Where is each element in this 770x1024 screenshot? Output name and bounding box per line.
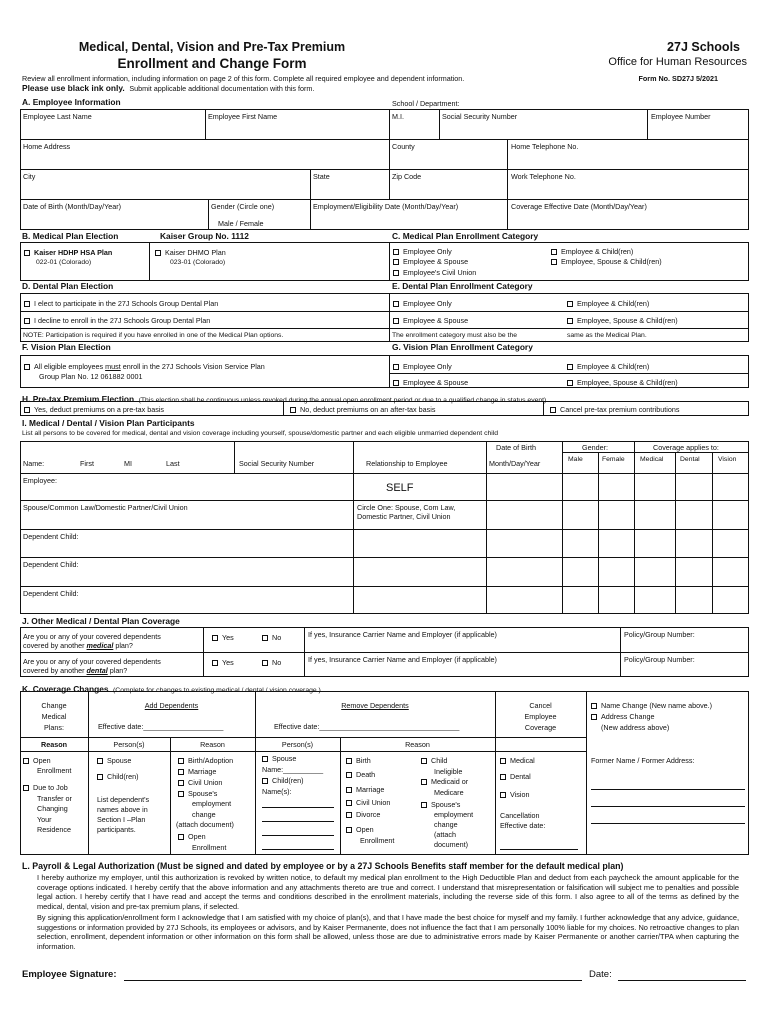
form-number: Form No. SD27J 5/2021 xyxy=(638,74,718,83)
c-civil-union[interactable]: Employee's Civil Union xyxy=(393,268,476,277)
checkbox-icon[interactable] xyxy=(393,380,399,386)
k-r-medicare-label: Medicare xyxy=(434,788,464,797)
checkbox-icon[interactable] xyxy=(421,779,427,785)
work-phone-field[interactable]: Work Telephone No. xyxy=(511,172,576,181)
dhmo-code: 023-01 (Colorado) xyxy=(170,259,226,266)
checkbox-icon[interactable] xyxy=(24,364,30,370)
k-cancel-dental[interactable]: Dental xyxy=(500,772,531,781)
section-a-title: A. Employee Information xyxy=(22,97,121,107)
k-list-1: List dependent's xyxy=(97,795,150,804)
k-r-civil-union[interactable]: Civil Union xyxy=(346,798,390,807)
signature-line[interactable] xyxy=(124,980,582,981)
eligibility-date-field[interactable]: Employment/Eligibility Date (Month/Day/Year) xyxy=(313,202,459,211)
k-list-3: Section I –Plan xyxy=(97,815,146,824)
k-change-label: change xyxy=(192,810,216,819)
section-l-title: L. Payroll & Legal Authorization (Must be signed and dated by employee or by a 27J Schools Benefits staff member for the default medical plan) xyxy=(22,861,624,871)
k-add-dependents: Add Dependents xyxy=(144,701,199,710)
g-employee-children[interactable]: Employee & Child(ren) xyxy=(567,362,649,371)
checkbox-icon[interactable] xyxy=(97,758,103,764)
k-change-2: Medical xyxy=(41,712,67,721)
k-civil-union[interactable]: Civil Union xyxy=(178,778,222,787)
dental-note: NOTE: Participation is required if you have enrolled in one of the Medical Plan options. xyxy=(23,332,284,339)
k-r-spouse-employment[interactable]: Spouse's xyxy=(421,800,460,809)
checkbox-icon[interactable] xyxy=(178,834,184,840)
col-female: Female xyxy=(602,456,625,463)
k-r-birth[interactable]: Birth xyxy=(346,756,371,765)
col-name: Name: xyxy=(23,459,45,468)
checkbox-icon[interactable] xyxy=(393,270,399,276)
k-enrollment-label: Enrollment xyxy=(37,766,72,775)
checkbox-icon[interactable] xyxy=(346,772,352,778)
k-list-4: participants. xyxy=(97,825,136,834)
school-dept-label: School / Department: xyxy=(392,99,460,108)
checkbox-icon[interactable] xyxy=(551,249,557,255)
col-relationship: Relationship to Employee xyxy=(366,459,448,468)
j-q2-yes[interactable]: Yes xyxy=(212,658,234,667)
section-h-title: H. Pre-tax Premium Election (This election shall be continuous unless revoked during the annual open enrollment period or due to a qualified change in status event) xyxy=(22,394,547,404)
date-line[interactable] xyxy=(618,980,746,981)
checkbox-icon[interactable] xyxy=(23,785,29,791)
k-your-label: Your xyxy=(37,815,52,824)
k-r-enrollment-label: Enrollment xyxy=(360,836,395,845)
date-label: Date: xyxy=(589,969,612,980)
k-r-medicaid[interactable]: Medicaid or xyxy=(421,777,468,786)
checkbox-icon[interactable] xyxy=(346,812,352,818)
checkbox-icon[interactable] xyxy=(178,758,184,764)
checkbox-icon[interactable] xyxy=(23,758,29,764)
checkbox-icon[interactable] xyxy=(262,635,268,641)
section-e-title: E. Dental Plan Enrollment Category xyxy=(392,281,533,291)
pretax-no[interactable]: No, deduct premiums on an after-tax basis xyxy=(290,405,435,414)
c-employee-only[interactable]: Employee Only xyxy=(393,247,452,256)
checkbox-icon[interactable] xyxy=(500,774,506,780)
form-title-line1: Medical, Dental, Vision and Pre-Tax Premium xyxy=(78,40,346,54)
circle-one-1[interactable]: Circle One: Spouse, Com Law, xyxy=(357,503,456,512)
row-employee: Employee: xyxy=(23,476,57,485)
k-former-name-label: Former Name / Former Address: xyxy=(591,756,695,765)
checkbox-icon[interactable] xyxy=(551,259,557,265)
j-q1-yes[interactable]: Yes xyxy=(212,633,234,642)
authorization-paragraph-1: I hereby authorize my employer, until this authorization is revoked by written notice, to default my medical plan enrollment to the High Deductible Plan and deduct from each paycheck the amount applicable for the coverage options indicated. I hereby certify that the above information and any attachments thereto are true and correct. I understand that misrepresentation or falsification will subject me to penalties and possible legal action. I hereby certify that I have read and accept the terms and conditions described in the enrollment materials, including the reverse side of this form. I also agree to all of the terms as defined by the medical, dental, vision and pre-tax premium plans, if selected. xyxy=(37,873,739,911)
k-change-3: Plans: xyxy=(44,723,64,732)
k-r-marriage[interactable]: Marriage xyxy=(346,785,384,794)
k-address-change[interactable]: Address Change xyxy=(591,712,655,721)
city-field[interactable]: City xyxy=(23,172,36,181)
k-remove-names: Name(s): xyxy=(262,787,292,796)
vision-group-number: Group Plan No. 12 061882 0001 xyxy=(39,372,143,381)
k-add-enrollment-label: Enrollment xyxy=(192,843,227,852)
home-address-field[interactable]: Home Address xyxy=(23,142,71,151)
checkbox-icon[interactable] xyxy=(346,787,352,793)
checkbox-icon[interactable] xyxy=(550,407,556,413)
dhmo-option[interactable]: Kaiser DHMO Plan xyxy=(155,248,226,257)
dept-name: Office for Human Resources xyxy=(608,56,747,68)
j-q2-policy[interactable]: Policy/Group Number: xyxy=(624,655,695,664)
col-first: First xyxy=(80,459,94,468)
section-k-title: K. Coverage Changes (Complete for changes to existing medical / dental / vision coverage.) xyxy=(22,684,321,694)
k-reason-header-1: Reason xyxy=(200,740,225,749)
k-list-2: names above in xyxy=(97,805,148,814)
col-gender: Gender: xyxy=(582,443,608,452)
checkbox-icon[interactable] xyxy=(500,792,506,798)
checkbox-icon[interactable] xyxy=(24,407,30,413)
state-field[interactable]: State xyxy=(313,172,330,181)
k-cancellation-date: Effective date: xyxy=(500,821,546,830)
checkbox-icon[interactable] xyxy=(421,802,427,808)
j-q2-no[interactable]: No xyxy=(262,658,281,667)
review-note: Review all enrollment information, including information on page 2 of this form. Complete all required employee and dependent information. xyxy=(22,74,465,83)
c-employee-spouse[interactable]: Employee & Spouse xyxy=(393,257,468,266)
k-attach-label: (attach document) xyxy=(176,820,234,829)
j-q2-carrier[interactable]: If yes, Insurance Carrier Name and Employer (if applicable) xyxy=(308,655,497,664)
checkbox-icon[interactable] xyxy=(346,827,352,833)
j-q1-carrier[interactable]: If yes, Insurance Carrier Name and Employer (if applicable) xyxy=(308,630,497,639)
k-open-enrollment[interactable]: Open xyxy=(23,756,51,765)
section-j-title: J. Other Medical / Dental Plan Coverage xyxy=(22,616,180,626)
k-name-change[interactable]: Name Change (New name above.) xyxy=(591,701,712,710)
employee-number-field[interactable]: Employee Number xyxy=(651,112,711,121)
dental-decline[interactable]: I decline to enroll in the 27J Schools Group Dental Plan xyxy=(24,316,210,325)
section-i-sub: List all persons to be covered for medical, dental and vision coverage including yourself, spouse/domestic partner and each eligible unmarried dependent child xyxy=(22,430,499,437)
checkbox-icon[interactable] xyxy=(178,780,184,786)
k-reason-header: Reason xyxy=(41,740,67,749)
k-remove-spouse[interactable]: Spouse xyxy=(262,754,296,763)
gender-options[interactable]: Male / Female xyxy=(218,219,264,228)
k-add-children[interactable]: Child(ren) xyxy=(97,772,139,781)
k-r-divorce[interactable]: Divorce xyxy=(346,810,380,819)
checkbox-icon[interactable] xyxy=(24,250,30,256)
k-remove-effective[interactable]: Effective date:___________________________________ xyxy=(274,722,460,731)
col-male: Male xyxy=(568,456,583,463)
checkbox-icon[interactable] xyxy=(346,758,352,764)
k-r-document-label: document) xyxy=(434,840,468,849)
k-cancellation-label: Cancellation xyxy=(500,811,540,820)
k-spouse-employment[interactable]: Spouse's xyxy=(178,789,217,798)
section-i-title: I. Medical / Dental / Vision Plan Participants xyxy=(22,418,195,428)
ink-note: Please use black ink only. Submit applicable additional documentation with this form. xyxy=(22,83,315,93)
k-employment-label: employment xyxy=(192,799,232,808)
gender-label: Gender (Circle one) xyxy=(211,202,275,211)
k-cancel-3: Coverage xyxy=(524,723,557,732)
checkbox-icon[interactable] xyxy=(262,756,268,762)
checkbox-icon[interactable] xyxy=(567,318,573,324)
k-r-attach-label: (attach xyxy=(434,830,456,839)
county-field[interactable]: County xyxy=(392,142,415,151)
k-r-change-label: change xyxy=(434,820,458,829)
row-dependent-1: Dependent Child: xyxy=(23,532,79,541)
checkbox-icon[interactable] xyxy=(178,791,184,797)
col-coverage: Coverage applies to: xyxy=(653,443,719,452)
k-add-effective[interactable]: Effective date:____________________ xyxy=(98,722,224,731)
section-d-title: D. Dental Plan Election xyxy=(22,281,114,291)
k-residence-label: Residence xyxy=(37,825,71,834)
col-dental: Dental xyxy=(680,456,700,463)
j-q2-line1: Are you or any of your covered dependents xyxy=(23,657,161,666)
checkbox-icon[interactable] xyxy=(290,407,296,413)
hdhp-option[interactable]: Kaiser HDHP HSA Plan xyxy=(24,248,112,257)
col-mi: MI xyxy=(124,459,132,468)
section-c-title: C. Medical Plan Enrollment Category xyxy=(392,231,539,241)
ssn-field[interactable]: Social Security Number xyxy=(442,112,518,121)
col-vision: Vision xyxy=(718,456,737,463)
pretax-yes[interactable]: Yes, deduct premiums on a pre-tax basis xyxy=(24,405,164,414)
j-q1-line2: covered by another medical plan? xyxy=(23,641,133,650)
j-q1-policy[interactable]: Policy/Group Number: xyxy=(624,630,695,639)
checkbox-icon[interactable] xyxy=(178,769,184,775)
k-remove-dependents: Remove Dependents xyxy=(341,701,409,710)
section-b-title: B. Medical Plan Election xyxy=(22,231,119,241)
zip-field[interactable]: Zip Code xyxy=(392,172,422,181)
coverage-date-field[interactable]: Coverage Effective Date (Month/Day/Year) xyxy=(511,202,647,211)
k-r-death[interactable]: Death xyxy=(346,770,375,779)
col-dob-1: Date of Birth xyxy=(496,443,536,452)
e-employee-only[interactable]: Employee Only xyxy=(393,299,452,308)
col-last: Last xyxy=(166,459,180,468)
row-dependent-3: Dependent Child: xyxy=(23,589,79,598)
e-employee-spouse[interactable]: Employee & Spouse xyxy=(393,316,468,325)
e-note-2: same as the Medical Plan. xyxy=(567,332,647,339)
col-medical: Medical xyxy=(640,456,664,463)
pretax-cancel[interactable]: Cancel pre-tax premium contributions xyxy=(550,405,679,414)
checkbox-icon[interactable] xyxy=(567,301,573,307)
checkbox-icon[interactable] xyxy=(421,758,427,764)
k-reason-header-2: Reason xyxy=(405,740,430,749)
checkbox-icon[interactable] xyxy=(97,774,103,780)
k-remove-spouse-name[interactable]: Name:__________ xyxy=(262,765,324,774)
signature-label: Employee Signature: xyxy=(22,969,117,980)
e-employee-spouse-children[interactable]: Employee, Spouse & Child(ren) xyxy=(567,316,678,325)
checkbox-icon[interactable] xyxy=(262,660,268,666)
checkbox-icon[interactable] xyxy=(24,301,30,307)
e-note-1: The enrollment category must also be the xyxy=(392,332,518,339)
k-cancel-1: Cancel xyxy=(529,701,552,710)
k-add-open-enrollment[interactable]: Open xyxy=(178,832,206,841)
kaiser-group: Kaiser Group No. 1112 xyxy=(160,231,249,241)
self-label: SELF xyxy=(386,482,414,494)
checkbox-icon[interactable] xyxy=(567,364,573,370)
k-r-open-enrollment[interactable]: Open xyxy=(346,825,374,834)
k-change-1: Change xyxy=(41,701,67,710)
checkbox-icon[interactable] xyxy=(567,380,573,386)
k-persons-header-2: Person(s) xyxy=(281,740,314,749)
section-g-title: G. Vision Plan Enrollment Category xyxy=(392,342,533,352)
k-cancel-vision[interactable]: Vision xyxy=(500,790,529,799)
checkbox-icon[interactable] xyxy=(393,318,399,324)
k-new-address: (New address above) xyxy=(601,723,670,732)
org-name: 27J Schools xyxy=(667,40,740,54)
j-q1-line1: Are you or any of your covered dependents xyxy=(23,632,161,641)
k-transfer-label: Transfer or xyxy=(37,794,72,803)
g-employee-only[interactable]: Employee Only xyxy=(393,362,452,371)
row-spouse: Spouse/Common Law/Domestic Partner/Civil Union xyxy=(23,503,188,512)
k-job-transfer[interactable]: Due to Job xyxy=(23,783,68,792)
e-employee-children[interactable]: Employee & Child(ren) xyxy=(567,299,649,308)
col-ssn: Social Security Number xyxy=(239,459,315,468)
checkbox-icon[interactable] xyxy=(212,660,218,666)
k-persons-header-1: Person(s) xyxy=(113,740,145,749)
mi-field[interactable]: M.I. xyxy=(392,112,404,121)
circle-one-2[interactable]: Domestic Partner, Civil Union xyxy=(357,512,451,521)
home-phone-field[interactable]: Home Telephone No. xyxy=(511,142,579,151)
g-employee-spouse[interactable]: Employee & Spouse xyxy=(393,378,468,387)
k-changing-label: Changing xyxy=(37,804,68,813)
k-remove-children[interactable]: Child(ren) xyxy=(262,776,304,785)
first-name-field[interactable]: Employee First Name xyxy=(208,112,278,121)
k-r-employment-label: employment xyxy=(434,810,474,819)
k-r-child-ineligible[interactable]: Child xyxy=(421,756,447,765)
c-employee-children[interactable]: Employee & Child(ren) xyxy=(551,247,633,256)
k-birth-adoption[interactable]: Birth/Adoption xyxy=(178,756,233,765)
checkbox-icon[interactable] xyxy=(393,301,399,307)
section-f-title: F. Vision Plan Election xyxy=(22,342,111,352)
authorization-paragraph-2: By signing this application/enrollment form I acknowledge that I am satisfied with my choice of plan(s), and that I have made the best choice for myself and my family. I further acknowledge that any advice, guidance, suggestions or information provided by 27J Schools, its employees or advisors, and by Kaiser Permanente, does not influence the fact that I am personally 100% liable for my choices. No retroactive changes to plan selection, enrollment, dependent information or other information on this form shall be allowed, unless those are due to administrative errors made by Kaiser Permanente or another carrier/TPA when capturing the information. xyxy=(37,913,739,951)
col-dob-2: Month/Day/Year xyxy=(489,459,541,468)
j-q1-no[interactable]: No xyxy=(262,633,281,642)
k-add-spouse[interactable]: Spouse xyxy=(97,756,131,765)
checkbox-icon[interactable] xyxy=(393,249,399,255)
checkbox-icon[interactable] xyxy=(24,318,30,324)
j-q2-line2: covered by another dental plan? xyxy=(23,666,128,675)
k-r-ineligible-label: Ineligible xyxy=(434,767,463,776)
dental-elect[interactable]: I elect to participate in the 27J Schools Group Dental Plan xyxy=(24,299,218,308)
last-name-field[interactable]: Employee Last Name xyxy=(23,112,92,121)
g-employee-spouse-children[interactable]: Employee, Spouse & Child(ren) xyxy=(567,378,678,387)
checkbox-icon[interactable] xyxy=(346,800,352,806)
checkbox-icon[interactable] xyxy=(591,714,597,720)
row-dependent-2: Dependent Child: xyxy=(23,560,79,569)
form-title-line2: Enrollment and Change Form xyxy=(117,56,307,71)
checkbox-icon[interactable] xyxy=(212,635,218,641)
dob-field[interactable]: Date of Birth (Month/Day/Year) xyxy=(23,202,122,211)
hdhp-code: 022-01 (Colorado) xyxy=(36,259,92,266)
checkbox-icon[interactable] xyxy=(393,259,399,265)
k-marriage[interactable]: Marriage xyxy=(178,767,216,776)
k-cancel-medical[interactable]: Medical xyxy=(500,756,535,765)
checkbox-icon[interactable] xyxy=(500,758,506,764)
checkbox-icon[interactable] xyxy=(591,703,597,709)
checkbox-icon[interactable] xyxy=(155,250,161,256)
checkbox-icon[interactable] xyxy=(262,778,268,784)
vision-enroll-option[interactable]: All eligible employees must enroll in the 27J Schools Vision Service Plan xyxy=(24,362,265,371)
c-employee-spouse-children[interactable]: Employee, Spouse & Child(ren) xyxy=(551,257,662,266)
k-cancel-2: Employee xyxy=(524,712,557,721)
checkbox-icon[interactable] xyxy=(393,364,399,370)
